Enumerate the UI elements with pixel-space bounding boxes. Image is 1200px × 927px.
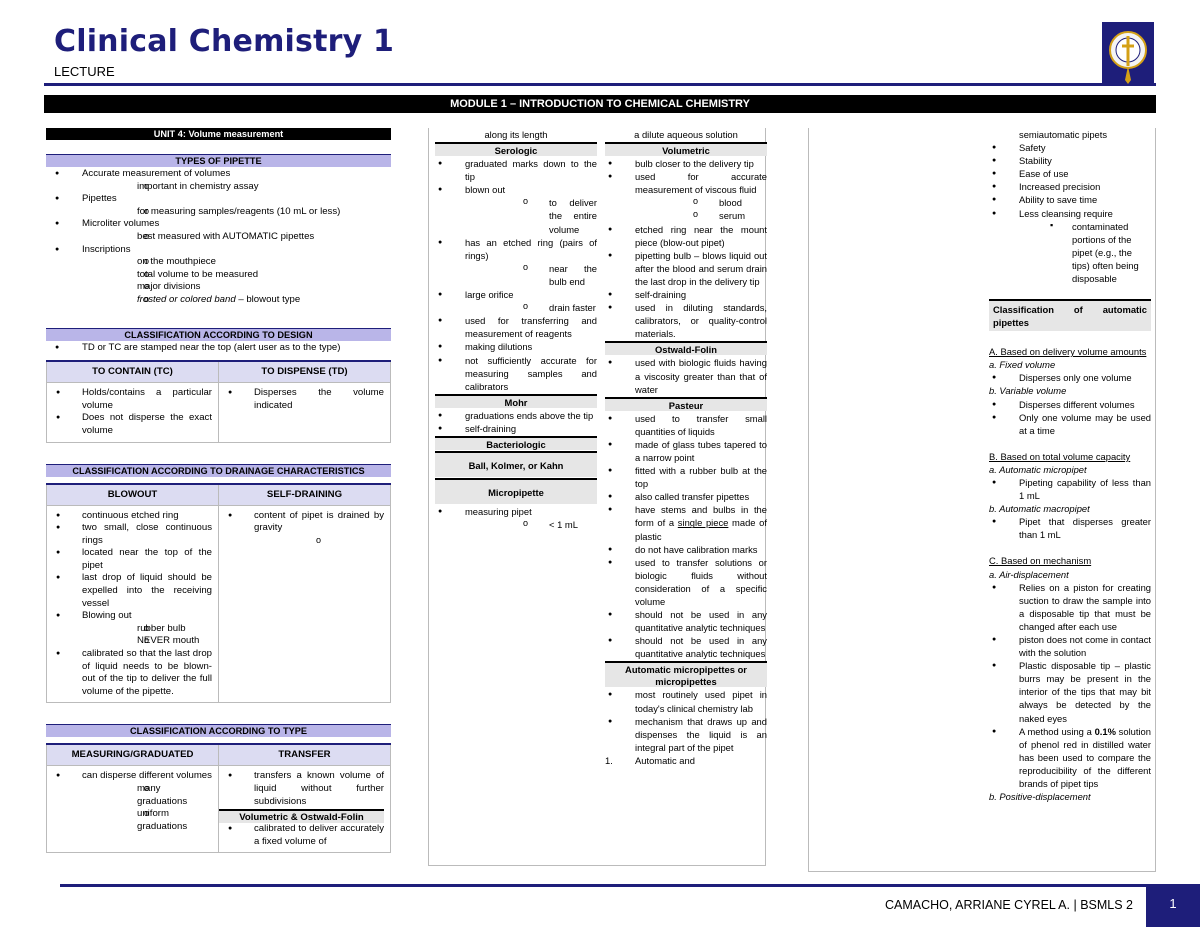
drainage-heading: CLASSIFICATION ACCORDING TO DRAINAGE CHARACTERISTICS [46, 464, 391, 477]
section-b-heading: B. Based on total volume capacity [989, 450, 1131, 462]
list-item: ● graduated marks down to the tip [435, 157, 597, 183]
document-title: Clinical Chemistry 1 [54, 24, 395, 59]
subsection-heading: b. Variable volume [989, 385, 1067, 397]
column-2-right [605, 128, 767, 767]
list-item: o uniform graduations [82, 808, 212, 833]
classification-automatic-heading: Classification of automatic pipettes [989, 299, 1151, 331]
list-item: ● should not be used in any quantitative analytic techniques [605, 608, 767, 634]
list-item: ● self-draining [435, 422, 597, 435]
list-item: ● Disperses different volumes [989, 398, 1151, 411]
list-item: o best measured with AUTOMATIC pipettes [82, 231, 391, 244]
list-item: ● self-draining [605, 288, 767, 301]
serologic-heading: Serologic [435, 142, 597, 156]
list-item: o serum [635, 209, 767, 222]
list-item: ● Less cleansing require [989, 207, 1151, 220]
table-cell: ● content of pipet is drained by gravity o [219, 510, 384, 548]
automatic-micropipettes-heading: Automatic micropipettes or micropipettes [605, 661, 767, 687]
list-item: o frosted or colored band – blowout type [82, 294, 391, 307]
list-item: ● Pipettes o for measuring samples/reagents (10 mL or less) [46, 193, 391, 218]
list-item: ● Microliter volumes o best measured with AUTOMATIC pipettes [46, 218, 391, 243]
list-item: ● used to transfer small quantities of liquids [605, 412, 767, 438]
list-item: ● piston does not come in contact with the solution [989, 633, 1151, 659]
school-seal-logo [1102, 22, 1154, 86]
table-cell: ● Blowing out o rubber bulb o NEVER mouth [47, 610, 212, 648]
list-item: ▪ contaminated portions of the pipet (e.g., the tips) often being disposable [989, 220, 1151, 285]
list-item: ● Pipeting capability of less than 1 mL [989, 476, 1151, 502]
subsection-heading: a. Fixed volume [989, 359, 1056, 371]
list-item: ● most routinely used pipet in today's clinical chemistry lab [605, 688, 767, 714]
list-item: o drain faster [465, 301, 597, 314]
list-item: ● Ease of use [989, 167, 1151, 180]
list-item: ● Relies on a piston for creating suction to draw the sample into a disposable tip that must be changed after each use [989, 581, 1151, 633]
list-item: ● used with biologic fluids having a viscosity greater than that of water [605, 356, 767, 395]
continued-text: semiautomatic pipets [1019, 129, 1108, 140]
list-item: ● measuring pipet o < 1 mL [435, 505, 597, 531]
table-cell: ● located near the top of the pipet [47, 547, 212, 572]
list-item: ● Only one volume may be used at a time [989, 411, 1151, 437]
list-item: ● do not have calibration marks [605, 543, 767, 556]
list-item: ● used for accurate measurement of viscous fluid o blood o serum [605, 170, 767, 222]
list-item: o near the bulb end [465, 262, 597, 288]
table-cell: ● last drop of liquid should be expelled into the receiving vessel [47, 572, 212, 610]
continued-text: along its length [484, 129, 548, 140]
continued-text: a dilute aqueous solution [634, 129, 738, 140]
section-a-heading: A. Based on delivery volume amounts [989, 346, 1147, 358]
list-item: o total volume to be measured [82, 269, 391, 282]
column-3 [808, 128, 1156, 872]
list-item: ● Pipet that disperses greater than 1 mL [989, 515, 1151, 541]
table-cell: ● calibrated to deliver accurately a fixed volume of [219, 823, 384, 848]
list-item: o on the mouthpiece [82, 256, 391, 269]
volumetric-heading: Volumetric [605, 142, 767, 156]
table-header: TO DISPENSE (TD) [219, 361, 391, 383]
list-item: ● used for transferring and measurement of reagents [435, 314, 597, 340]
section-c-heading: C. Based on mechanism [989, 555, 1092, 567]
table-cell: ● two small, close continuous rings [47, 522, 212, 547]
list-item: ● Disperses only one volume [989, 371, 1151, 384]
list-item: ● Plastic disposable tip – plastic burrs may be present in the interior of the tips that may bit always be detected by the naked eyes [989, 659, 1151, 724]
list-item: ● pipetting bulb – blows liquid out after the blood and serum drain the last drop in the delivery tip [605, 249, 767, 288]
list-item: ● made of glass tubes tapered to a narrow point [605, 438, 767, 464]
mohr-heading: Mohr [435, 394, 597, 408]
table-header: SELF-DRAINING [219, 484, 391, 506]
list-item: ● TD or TC are stamped near the top (alert user as to the type) [46, 342, 391, 355]
unit-heading: UNIT 4: Volume measurement [46, 128, 391, 140]
list-item: ● mechanism that draws up and dispenses the liquid is an integral part of the pipet [605, 715, 767, 754]
subsection-heading: b. Automatic macropipet [989, 503, 1090, 515]
footer-rule [60, 884, 1158, 887]
table-header: BLOWOUT [47, 484, 219, 506]
type-heading: CLASSIFICATION ACCORDING TO TYPE [46, 724, 391, 737]
header-rule [44, 83, 1156, 86]
footer-author: CAMACHO, ARRIANE CYREL A. | BSMLS 2 [885, 898, 1133, 912]
list-item: ● should not be used in any quantitative analytic techniques [605, 634, 767, 660]
list-item [254, 535, 384, 548]
list-item: ● A method using a 0.1% solution of phenol red in distilled water has been used to compare the reproducibility of the different brands of pipet tips [989, 725, 1151, 790]
list-item: ● fitted with a rubber bulb at the top [605, 464, 767, 490]
list-item: ● Safety [989, 141, 1151, 154]
list-item: ● Accurate measurement of volumes o important in chemistry assay [46, 168, 391, 193]
list-item: ● used in diluting standards, calibrators, or quality-control materials. [605, 301, 767, 340]
column-3-content [989, 128, 1151, 803]
module-banner: MODULE 1 – INTRODUCTION TO CHEMICAL CHEMISTRY [44, 95, 1156, 113]
micropipette-heading: Micropipette [435, 478, 597, 504]
list-item: o many graduations [82, 783, 212, 808]
list-item: o important in chemistry assay [82, 181, 391, 194]
list-item: o for measuring samples/reagents (10 mL or less) [82, 206, 391, 219]
table-header: TO CONTAIN (TC) [47, 361, 219, 383]
column-1 [46, 128, 391, 853]
list-item: ● not sufficiently accurate for measuring samples and calibrators [435, 354, 597, 393]
pasteur-heading: Pasteur [605, 397, 767, 411]
list-item: ● has an etched ring (pairs of rings) o near the bulb end [435, 236, 597, 288]
table-cell: ● can disperse different volumes o many graduations o uniform graduations [47, 770, 212, 833]
list-item: 1. Automatic and [605, 754, 695, 766]
list-item: ● making dilutions [435, 340, 597, 353]
list-item: o blood [635, 196, 767, 209]
list-item: ● large orifice o drain faster [435, 288, 597, 314]
column-2-left [435, 128, 597, 531]
list-item: ● bulb closer to the delivery tip [605, 157, 767, 170]
list-item: ● Ability to save time [989, 193, 1151, 206]
list-item: o major divisions [82, 281, 391, 294]
table-cell: ● transfers a known volume of liquid without further subdivisions [219, 770, 384, 808]
list-item: ● Inscriptions o on the mouthpiece o total volume to be measured o major divisions o frosted or colored band – blowout type [46, 244, 391, 307]
subsection-heading: a. Air-displacement [989, 568, 1069, 580]
table-header: MEASURING/GRADUATED [47, 744, 219, 766]
list-item: ● Stability [989, 154, 1151, 167]
subsection-heading: a. Automatic micropipet [989, 463, 1087, 475]
subsection-heading: b. Positive-displacement [989, 791, 1091, 803]
list-item: ● graduations ends above the tip [435, 409, 597, 422]
list-item: o NEVER mouth [82, 635, 212, 648]
column-2 [428, 128, 766, 866]
list-item: ● also called transfer pipettes [605, 490, 767, 503]
design-heading: CLASSIFICATION ACCORDING TO DESIGN [46, 328, 391, 341]
table-cell: ● Does not disperse the exact volume [47, 412, 212, 437]
table-cell: ● calibrated so that the last drop of liquid needs to be blown-out of the tip to deliver the full volume of the pipette. [47, 648, 212, 698]
types-list [46, 168, 391, 307]
table-cell: ● Holds/contains a particular volume [47, 387, 212, 412]
drainage-table [46, 483, 391, 704]
ostwald-folin-heading: Ostwald-Folin [605, 341, 767, 355]
list-item: ● Increased precision [989, 180, 1151, 193]
list-item: o rubber bulb [82, 623, 212, 636]
type-table [46, 743, 391, 853]
list-item: o < 1 mL [465, 518, 597, 531]
list-item: o to deliver the entire volume [465, 196, 597, 235]
tc-td-table [46, 360, 391, 442]
list-item: ● used to transfer solutions or biologic fluids without consideration of a specific volume [605, 556, 767, 608]
list-item: ● etched ring near the mount piece (blow-out pipet) [605, 223, 767, 249]
list-item: ● have stems and bulbs in the form of a single piece made of plastic [605, 503, 767, 542]
list-item: ● blown out o to deliver the entire volume [435, 183, 597, 235]
table-cell: ● continuous etched ring [47, 510, 212, 523]
types-of-pipette-heading: TYPES OF PIPETTE [46, 154, 391, 167]
document-subtitle: LECTURE [54, 64, 115, 79]
volumetric-ostwald-heading: Volumetric & Ostwald-Folin [219, 809, 384, 823]
page-number: 1 [1146, 884, 1200, 927]
ball-kolmer-kahn-heading: Ball, Kolmer, or Kahn [435, 451, 597, 477]
bacteriologic-heading: Bacteriologic [435, 436, 597, 450]
table-cell: ● Disperses the volume indicated [219, 387, 384, 412]
table-header: TRANSFER [219, 744, 391, 766]
